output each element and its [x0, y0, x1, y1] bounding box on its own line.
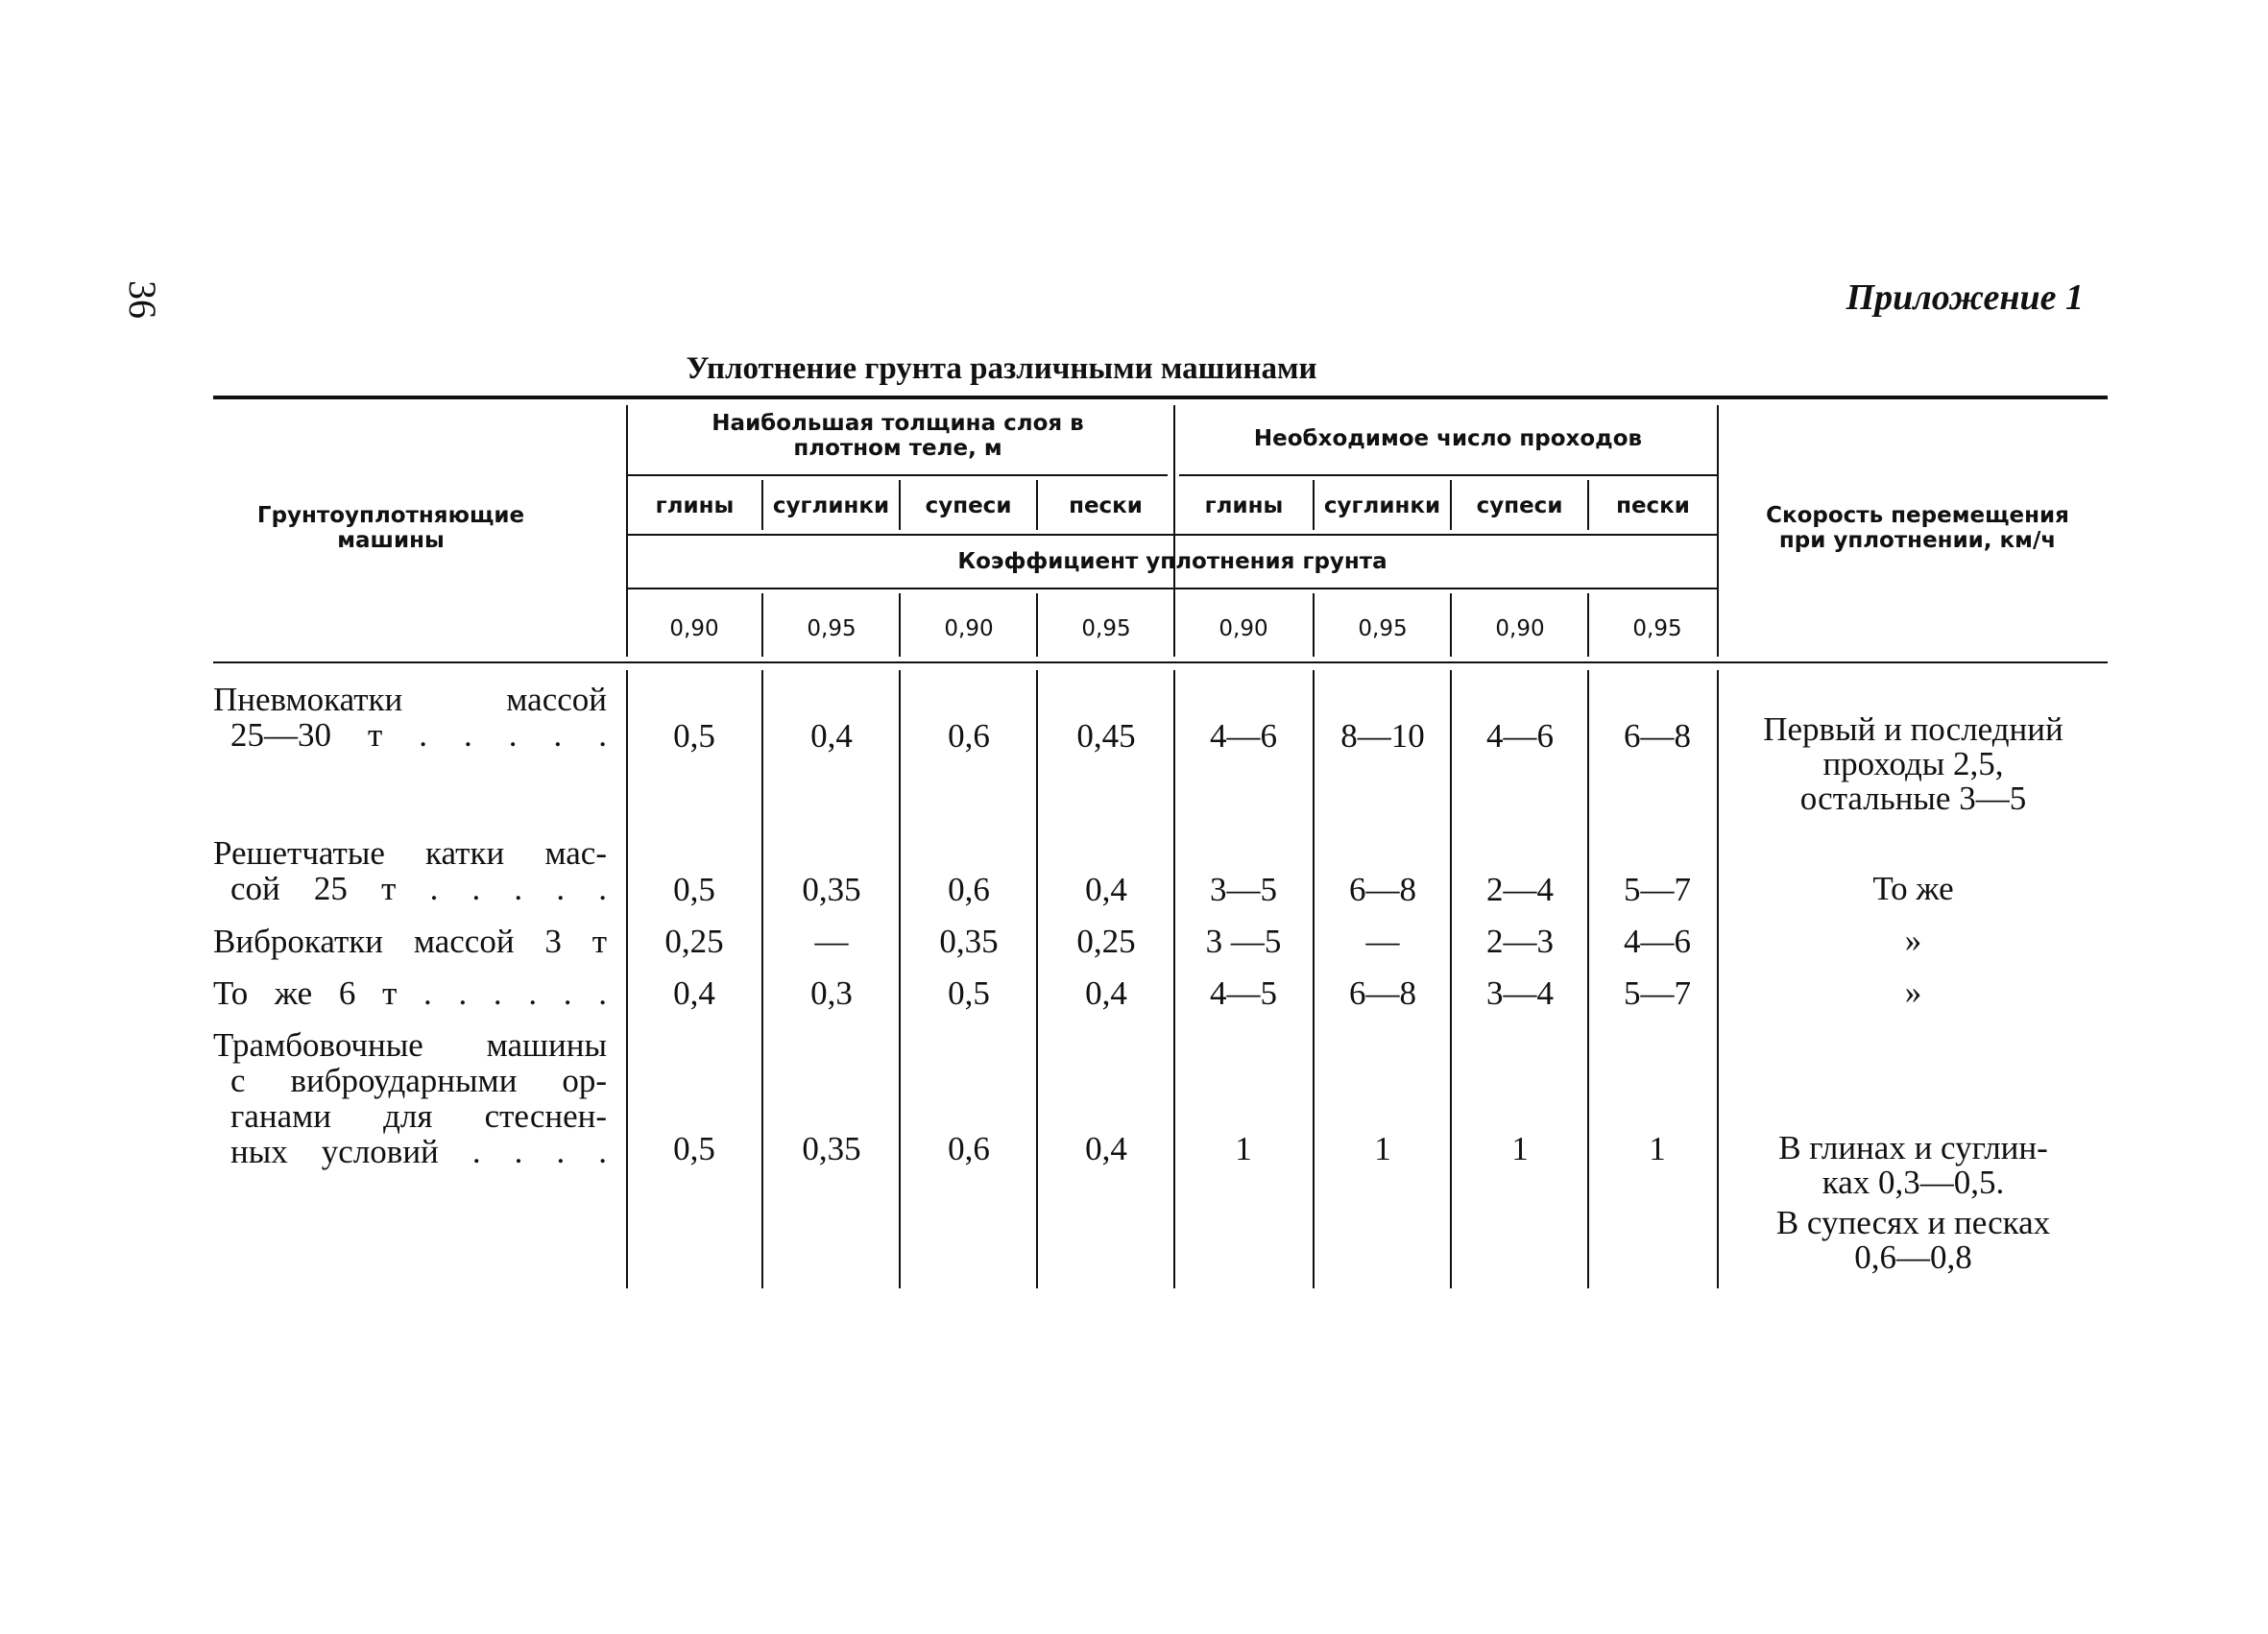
speed-cell: [1719, 872, 2108, 906]
col-machines-header: Грунтоуплотняющие машины: [256, 503, 525, 553]
coef-value: 0,95: [1632, 616, 1682, 641]
soil-header: суглинки: [1323, 493, 1441, 518]
thickness-cell: 0,4: [1085, 1130, 1127, 1167]
passes-cell: 1: [1235, 1130, 1252, 1167]
machine-name: [213, 975, 607, 1011]
machine-line: Виброкатки массой 3 т: [213, 923, 607, 960]
speed-cell: [1719, 975, 2108, 1010]
speed-line: В глинах и суглин-: [1778, 1129, 2048, 1166]
speed-line: »: [1904, 922, 1922, 959]
soil-header: пески: [1616, 493, 1690, 518]
speed-line: 0,6—0,8: [1854, 1238, 1972, 1276]
coef-value: 0,95: [1081, 616, 1131, 641]
coef-value: 0,90: [669, 616, 719, 641]
header-bottom-rule: [213, 661, 2108, 663]
thickness-cell: 0,6: [948, 1130, 990, 1167]
passes-cell: 4—6: [1210, 717, 1277, 755]
passes-cell: 4—5: [1210, 974, 1277, 1012]
passes-cell: 1: [1649, 1130, 1666, 1167]
soil-header: супеси: [1476, 493, 1563, 518]
passes-cell: 5—7: [1624, 871, 1691, 908]
thickness-cell: 0,3: [810, 974, 853, 1012]
passes-cell: 3 —5: [1205, 923, 1282, 960]
machine-line: с виброударными ор-: [230, 1062, 607, 1099]
passes-cell: 2—4: [1486, 871, 1554, 908]
thickness-cell: 0,35: [802, 871, 861, 908]
coef-divider: [626, 588, 1717, 589]
thickness-cell: 0,35: [802, 1130, 861, 1167]
thickness-cell: 0,4: [810, 717, 853, 755]
machine-line: 25—30 т . . . . .: [230, 716, 607, 754]
speed-line: Первый и последний: [1763, 710, 2063, 748]
thickness-cell: 0,5: [673, 1130, 715, 1167]
group-passes-header: Необходимое число проходов: [1253, 426, 1643, 451]
speed-cell: [1719, 924, 2108, 958]
machine-name: [213, 1027, 607, 1169]
group-divider-thickness: [626, 474, 1168, 476]
passes-cell: —: [1365, 923, 1400, 960]
passes-cell: 6—8: [1349, 871, 1416, 908]
thickness-cell: 0,4: [1085, 974, 1127, 1012]
speed-line: То же: [1872, 870, 1954, 907]
soil-header: глины: [655, 493, 735, 518]
coef-value: 0,90: [944, 616, 994, 641]
thickness-cell: —: [814, 923, 849, 960]
page-number: 36: [121, 280, 164, 319]
machine-line: сой 25 т . . . . .: [230, 870, 607, 907]
thickness-cell: 0,5: [673, 717, 715, 755]
coef-value: 0,95: [1358, 616, 1408, 641]
speed-line: ках 0,3—0,5.: [1822, 1164, 2005, 1201]
machine-line: ганами для стеснен-: [230, 1097, 607, 1135]
coef-value: 0,90: [1218, 616, 1268, 641]
passes-cell: 5—7: [1624, 974, 1691, 1012]
machine-line: Решетчатые катки мас-: [213, 834, 607, 872]
passes-cell: 4—6: [1624, 923, 1691, 960]
thickness-cell: 0,4: [1085, 871, 1127, 908]
thickness-cell: 0,5: [948, 974, 990, 1012]
machine-line: Пневмокатки массой: [213, 681, 607, 718]
machine-line: Трамбовочные машины: [213, 1026, 607, 1064]
coef-value: 0,95: [807, 616, 857, 641]
thickness-cell: 0,25: [1076, 923, 1136, 960]
speed-cell: [1719, 712, 2108, 816]
machine-name: [213, 924, 607, 959]
soil-divider: [626, 534, 1717, 536]
passes-cell: 8—10: [1340, 717, 1425, 755]
thickness-cell: 0,5: [673, 871, 715, 908]
table-title: [0, 351, 2268, 387]
thickness-cell: 0,6: [948, 717, 990, 755]
speed-line: проходы 2,5,: [1822, 745, 2004, 782]
passes-cell: 3—4: [1486, 974, 1554, 1012]
passes-cell: 6—8: [1624, 717, 1691, 755]
passes-cell: 4—6: [1486, 717, 1554, 755]
passes-cell: 1: [1511, 1130, 1529, 1167]
thickness-cell: 0,35: [939, 923, 999, 960]
group-thickness-header: Наибольшая толщина слоя в плотном теле, м: [712, 411, 1084, 461]
passes-cell: 2—3: [1486, 923, 1554, 960]
passes-cell: 1: [1374, 1130, 1391, 1167]
thickness-cell: 0,4: [673, 974, 715, 1012]
col-speed-header: Скорость перемещения при уплотнении, км/ч: [1766, 503, 2069, 553]
passes-cell: 3—5: [1210, 871, 1277, 908]
machine-name: [213, 835, 607, 906]
soil-header: суглинки: [772, 493, 890, 518]
table-title-text: Уплотнение грунта различными машинами: [686, 351, 1317, 386]
soil-header: глины: [1204, 493, 1284, 518]
machine-name: [213, 682, 607, 753]
coef-value: 0,90: [1495, 616, 1545, 641]
coef-header: Коэффициент уплотнения грунта: [957, 549, 1387, 574]
machine-line: ных условий . . . .: [230, 1133, 607, 1170]
machine-line: То же 6 т . . . . . .: [213, 974, 607, 1012]
appendix-label: Приложение 1: [1846, 277, 2084, 318]
passes-cell: 6—8: [1349, 974, 1416, 1012]
soil-header: пески: [1069, 493, 1143, 518]
thickness-cell: 0,45: [1076, 717, 1136, 755]
speed-line: остальные 3—5: [1799, 780, 2027, 817]
thickness-cell: 0,6: [948, 871, 990, 908]
soil-header: супеси: [925, 493, 1012, 518]
speed-cell: [1719, 1131, 2108, 1275]
speed-line: В супесях и песках: [1775, 1204, 2051, 1241]
speed-line: »: [1904, 973, 1922, 1011]
top-rule: [213, 396, 2108, 399]
group-divider-passes: [1179, 474, 1717, 476]
thickness-cell: 0,25: [664, 923, 724, 960]
compaction-table: [213, 396, 2108, 1288]
